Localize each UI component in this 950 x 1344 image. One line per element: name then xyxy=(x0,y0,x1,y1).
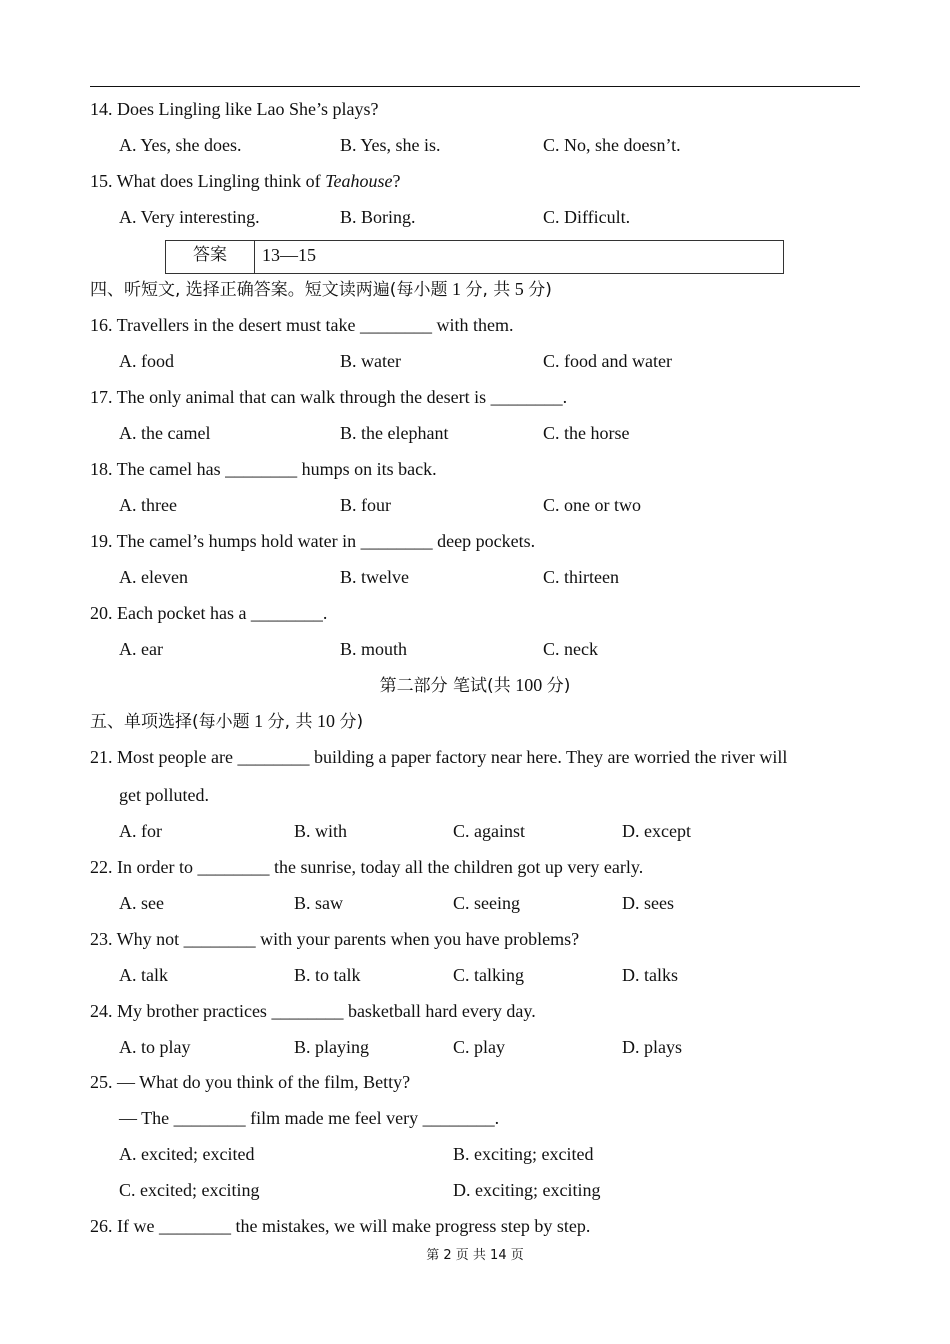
question-14-option-c: C. No, she doesn’t. xyxy=(543,135,681,155)
question-15-option-b: B. Boring. xyxy=(340,207,416,227)
question-22-option-b: B. saw xyxy=(294,893,343,913)
question-25-option-a: A. excited; excited xyxy=(119,1144,255,1164)
question-16-option-b: B. water xyxy=(340,351,401,371)
question-24-option-d: D. plays xyxy=(622,1037,682,1057)
question-17-option-a: A. the camel xyxy=(119,423,211,443)
question-21-option-a: A. for xyxy=(119,821,162,841)
question-19-option-c: C. thirteen xyxy=(543,567,619,587)
section-5-heading-num2: 10 xyxy=(312,711,340,731)
question-18-option-c: C. one or two xyxy=(543,495,641,515)
answer-box xyxy=(165,240,784,274)
question-18-option-a: A. three xyxy=(119,495,177,515)
question-16-option-a: A. food xyxy=(119,351,174,371)
question-15-stem-text: 15. What does Lingling think of xyxy=(90,171,326,191)
header-rule xyxy=(90,86,860,87)
question-14-option-a: A. Yes, she does. xyxy=(119,135,242,155)
part-2-title-num: 100 xyxy=(510,675,547,695)
question-16-option-c: C. food and water xyxy=(543,351,672,371)
question-23-option-a: A. talk xyxy=(119,965,168,985)
section-4-heading-part2: 分, 共 xyxy=(465,280,511,300)
section-4-heading xyxy=(90,278,552,301)
question-22-stem: 22. In order to ________ the sunrise, today all the children got up very early. xyxy=(90,857,644,877)
question-22-option-d: D. sees xyxy=(622,893,674,913)
question-18-stem: 18. The camel has ________ humps on its back. xyxy=(90,459,437,479)
question-15-stem-title: Teahouse xyxy=(325,171,393,191)
section-4-heading-num2: 5 xyxy=(510,279,529,299)
section-5-heading-part1: 五、单项选择(每小题 xyxy=(90,712,250,732)
question-15-stem-end: ? xyxy=(392,171,401,191)
question-20-option-c: C. neck xyxy=(543,639,598,659)
question-23-stem: 23. Why not ________ with your parents when you have problems? xyxy=(90,929,580,949)
question-17-stem: 17. The only animal that can walk through the desert is ________. xyxy=(90,387,568,407)
section-5-heading xyxy=(90,710,363,733)
question-25-option-c: C. excited; exciting xyxy=(119,1180,260,1200)
part-2-title xyxy=(0,674,950,697)
question-22-option-c: C. seeing xyxy=(453,893,520,913)
question-20-stem: 20. Each pocket has a ________. xyxy=(90,603,328,623)
section-4-heading-part1: 四、听短文, 选择正确答案。短文读两遍(每小题 xyxy=(90,280,448,300)
question-20-option-a: A. ear xyxy=(119,639,163,659)
question-24-option-b: B. playing xyxy=(294,1037,369,1057)
page-number-footer: 第 2 页 共 14 页 xyxy=(426,1248,524,1263)
question-16-stem: 16. Travellers in the desert must take ________ with them. xyxy=(90,315,514,335)
question-19-option-b: B. twelve xyxy=(340,567,409,587)
question-25-option-b: B. exciting; excited xyxy=(453,1144,594,1164)
question-21-option-c: C. against xyxy=(453,821,525,841)
question-24-option-a: A. to play xyxy=(119,1037,191,1057)
question-25-stem: 25. — What do you think of the film, Betty? xyxy=(90,1072,411,1092)
question-15-option-c: C. Difficult. xyxy=(543,207,631,227)
part-2-title-text: 第二部分 笔试(共 xyxy=(379,676,511,696)
section-4-heading-part3: 分) xyxy=(528,280,552,300)
question-19-option-a: A. eleven xyxy=(119,567,188,587)
question-21-option-b: B. with xyxy=(294,821,348,841)
question-20-option-b: B. mouth xyxy=(340,639,408,659)
answer-box-range: 13—15 xyxy=(262,245,316,265)
question-19-stem: 19. The camel’s humps hold water in ________ deep pockets. xyxy=(90,531,536,551)
question-15-option-a: A. Very interesting. xyxy=(119,207,260,227)
question-21-stem-continued: get polluted. xyxy=(119,785,209,805)
section-5-heading-part3: 分) xyxy=(339,712,364,732)
question-22-option-a: A. see xyxy=(119,893,164,913)
question-25-dialogue-reply: — The ________ film made me feel very ________. xyxy=(119,1108,500,1128)
section-5-heading-num1: 1 xyxy=(249,711,268,731)
section-5-heading-part2: 分, 共 xyxy=(267,712,313,732)
question-14-option-b: B. Yes, she is. xyxy=(340,135,441,155)
question-23-option-b: B. to talk xyxy=(294,965,361,985)
question-14-stem: 14. Does Lingling like Lao She’s plays? xyxy=(90,99,379,119)
part-2-title-end: 分) xyxy=(546,676,571,696)
section-4-heading-num1: 1 xyxy=(447,279,466,299)
question-17-option-b: B. the elephant xyxy=(340,423,449,443)
question-23-option-c: C. talking xyxy=(453,965,524,985)
answer-box-label: 答案 xyxy=(166,241,255,273)
question-24-option-c: C. play xyxy=(453,1037,505,1057)
question-23-option-d: D. talks xyxy=(622,965,678,985)
question-25-option-d: D. exciting; exciting xyxy=(453,1180,601,1200)
question-21-option-d: D. except xyxy=(622,821,691,841)
question-24-stem: 24. My brother practices ________ basketball hard every day. xyxy=(90,1001,536,1021)
question-26-stem: 26. If we ________ the mistakes, we will make progress step by step. xyxy=(90,1216,591,1236)
question-21-stem: 21. Most people are ________ building a paper factory near here. They are worried the river will xyxy=(90,747,788,767)
question-15-stem xyxy=(90,170,401,192)
question-17-option-c: C. the horse xyxy=(543,423,630,443)
question-18-option-b: B. four xyxy=(340,495,391,515)
